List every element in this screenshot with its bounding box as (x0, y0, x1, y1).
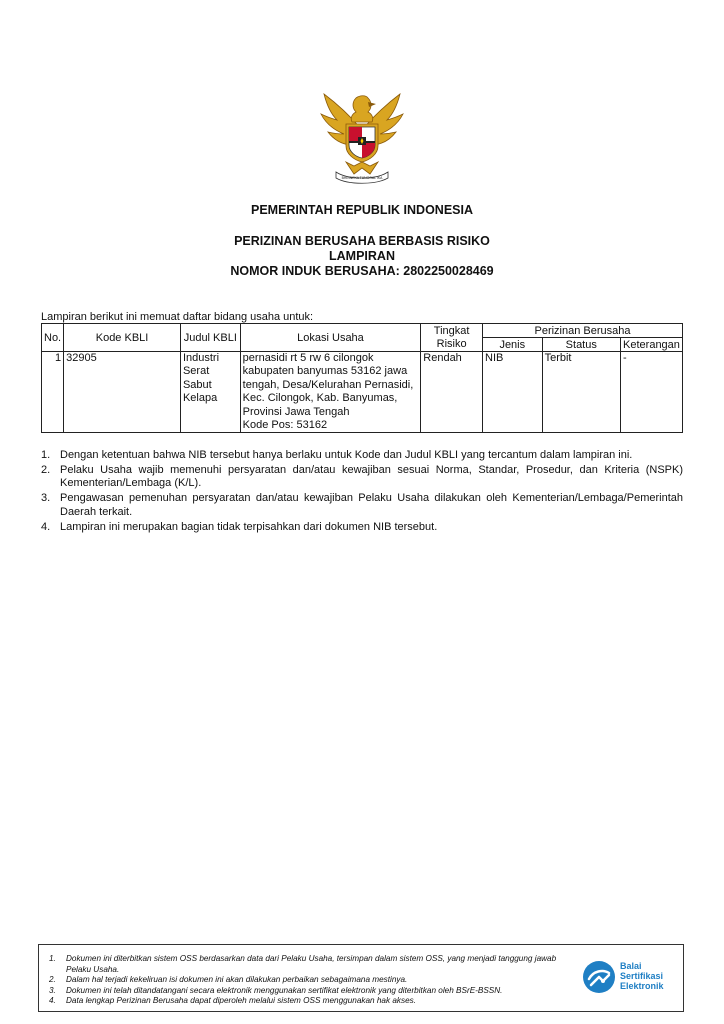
lokasi-line: pernasidi rt 5 rw 6 cilongok (242, 352, 374, 364)
note-text: Lampiran ini merupakan bagian tidak terpisahkan dari dokumen NIB tersebut. (60, 520, 438, 533)
bsre-line: Sertifikasi (620, 971, 664, 981)
footer-note-number: 3. (49, 985, 56, 995)
footer-note-text: Dokumen ini telah ditandatangani secara elektronik menggunakan sertifikat elektronik yang diterbitkan oleh BSrE-BSSN. (66, 985, 503, 995)
table-row (42, 352, 683, 433)
footer-note (49, 986, 569, 997)
kbli-table (41, 323, 683, 433)
note-number: 3. (41, 492, 51, 505)
document-subtitle: LAMPIRAN (329, 249, 395, 263)
footer-note (49, 975, 569, 986)
row-status: Terbit (542, 352, 620, 433)
row-judul-kbli (180, 352, 240, 433)
footer-note-number: 4. (49, 996, 56, 1006)
document-title: PERIZINAN BERUSAHA BERBASIS RISIKO (234, 234, 490, 248)
row-keterangan: - (620, 352, 682, 433)
list-item (41, 521, 683, 534)
note-text: Pelaku Usaha wajib memenuhi persyaratan dan/atau kewajiban sesuai Norma, Standar, Prosedur, dan Kriteria (NSPK) Kementerian/Lembaga (K/L). (60, 463, 683, 490)
footer-note-text: Dokumen ini diterbitkan sistem OSS berdasarkan data dari Pelaku Usaha, tersimpan dalam sistem OSS, yang menjadi tanggung jawab Pelaku Usaha. (66, 954, 557, 974)
government-heading: PEMERINTAH REPUBLIK INDONESIA (250, 203, 473, 217)
header-kode-kbli: Kode KBLI (64, 324, 181, 352)
bsre-line: Balai (620, 961, 642, 971)
lokasi-line: Provinsi Jawa Tengah (242, 405, 350, 418)
note-number: 4. (41, 520, 51, 533)
note-text: Dengan ketentuan bahwa NIB tersebut hanya berlaku untuk Kode dan Judul KBLI yang tercantum dalam lampiran ini. (60, 449, 633, 461)
footer-note-number: 1. (49, 954, 56, 963)
header-status: Status (542, 338, 620, 352)
header-keterangan: Keterangan (620, 338, 682, 352)
header-perizinan-berusaha: Perizinan Berusaha (483, 324, 683, 338)
footer-note-text: Dalam hal terjadi kekeliruan isi dokumen ini akan dilakukan perbaikan sebagaimana mestinya. (66, 975, 408, 985)
garuda-emblem-icon (316, 88, 408, 188)
footer-box (38, 944, 684, 1012)
intro-text: Lampiran berikut ini memuat daftar bidang usaha untuk: (41, 311, 314, 323)
row-kode-kbli: 32905 (64, 352, 181, 433)
footer-note-number: 2. (49, 975, 56, 985)
list-item (41, 449, 683, 462)
header-lokasi-usaha: Lokasi Usaha (240, 324, 421, 352)
row-jenis: NIB (483, 352, 543, 433)
lokasi-line: Kec. Cilongok, Kab. Banyumas, (242, 392, 398, 405)
header-judul-kbli: Judul KBLI (180, 324, 240, 352)
header-tingkat-risiko (421, 324, 483, 352)
row-no: 1 (42, 352, 64, 433)
nib-number: NOMOR INDUK BERUSAHA: 2802250028469 (230, 264, 494, 278)
header-no: No. (42, 324, 64, 352)
header-tingkat-line1: Tingkat (433, 324, 470, 337)
footer-notes (49, 954, 569, 1007)
lokasi-line: tengah, Desa/Kelurahan Pernasidi, (242, 378, 414, 391)
notes-list (41, 449, 683, 535)
bsre-line: Elektronik (620, 981, 664, 991)
footer-note (49, 996, 569, 1007)
header-tingkat-line2: Risiko (436, 337, 467, 350)
row-tingkat-risiko: Rendah (421, 352, 483, 433)
list-item (41, 492, 683, 519)
header-jenis: Jenis (483, 338, 543, 352)
note-number: 1. (41, 449, 51, 461)
emblem-motto: BHINNEKA TUNGGAL IKA (341, 176, 383, 180)
bsre-text (620, 961, 664, 991)
judul-line: Serat Sabut (182, 365, 212, 391)
bsre-logo (581, 955, 677, 1001)
footer-note (49, 954, 569, 975)
note-text: Pengawasan pemenuhan persyaratan dan/atau kewajiban Pelaku Usaha dilakukan oleh Kementerian/Lembaga/Pemerintah Daerah terkait. (60, 492, 683, 518)
lokasi-line: kabupaten banyumas 53162 jawa (242, 365, 408, 378)
lokasi-line: Kode Pos: 53162 (242, 419, 328, 432)
judul-line: Industri (182, 352, 220, 364)
footer-note-text: Data lengkap Perizinan Berusaha dapat diperoleh melalui sistem OSS menggunakan hak akses. (66, 996, 416, 1006)
judul-line: Kelapa (182, 392, 218, 405)
bsre-certificate-icon (581, 959, 617, 995)
note-number: 2. (41, 463, 51, 476)
row-lokasi-usaha (240, 352, 421, 433)
list-item (41, 464, 683, 491)
